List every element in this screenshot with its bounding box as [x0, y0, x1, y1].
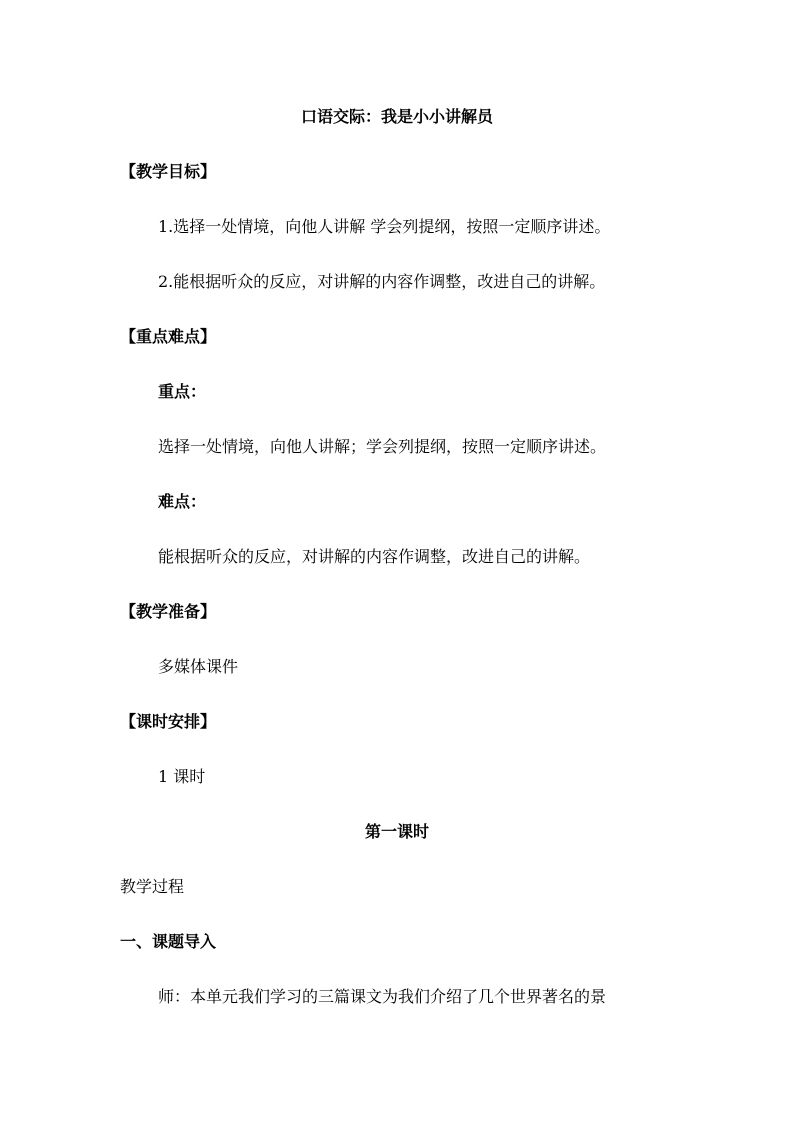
objective-item-1: 1.选择一处情境，向他人讲解 学会列提纲，按照一定顺序讲述。 [158, 217, 611, 236]
part-one-text: 师：本单元我们学习的三篇课文为我们介绍了几个世界著名的景 [158, 987, 607, 1006]
process-label: 教学过程 [120, 877, 185, 896]
document-title: 口语交际：我是小小讲解员 [300, 107, 493, 126]
part-one-heading: 一、课题导入 [120, 932, 217, 951]
key-point-text: 选择一处情境，向他人讲解；学会列提纲，按照一定顺序讲述。 [158, 437, 607, 456]
difficulty-label: 难点： [158, 492, 207, 511]
preparation-text: 多媒体课件 [158, 657, 239, 676]
schedule-text: 1 课时 [158, 767, 206, 786]
objective-item-2: 2.能根据听众的反应，对讲解的内容作调整，改进自己的讲解。 [158, 272, 606, 291]
difficulty-text: 能根据听众的反应，对讲解的内容作调整，改进自己的讲解。 [158, 547, 591, 566]
objectives-heading: 【教学目标】 [120, 162, 217, 181]
key-points-heading: 【重点难点】 [120, 327, 217, 346]
key-point-label: 重点： [158, 382, 207, 401]
lesson-title: 第一课时 [364, 822, 429, 841]
schedule-heading: 【课时安排】 [120, 712, 217, 731]
preparation-heading: 【教学准备】 [120, 602, 217, 621]
